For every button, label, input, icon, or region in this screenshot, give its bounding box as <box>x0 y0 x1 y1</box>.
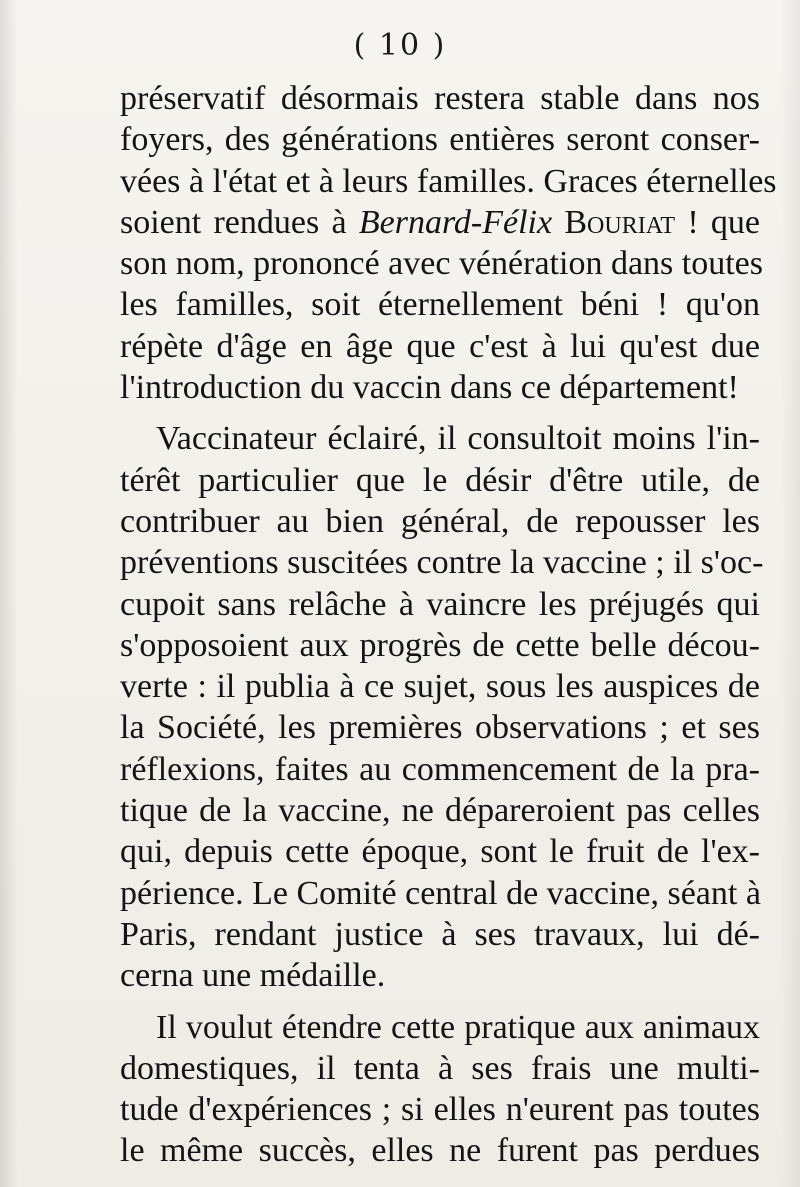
text-line: domestiques, il tenta à ses frais une multi- <box>120 1049 760 1087</box>
text-line: s'opposoient aux progrès de cette belle décou- <box>120 626 760 664</box>
paragraph-3 <box>120 1007 760 1172</box>
text-line: l'introduction du vaccin dans ce département! <box>120 369 739 407</box>
person-name-italic: Bernard-Félix <box>358 203 553 241</box>
text-line: qui, depuis cette époque, sont le fruit de l'ex- <box>120 833 760 871</box>
text-line: cerna une médaille. <box>120 957 386 995</box>
text-line: son nom, prononcé avec vénération dans toutes <box>120 245 763 283</box>
paragraph-1 <box>120 78 777 408</box>
text-line: contribuer au bien général, de repousser les <box>120 502 760 540</box>
text-line: Paris, rendant justice à ses travaux, lui dé- <box>120 915 760 953</box>
text-line: foyers, des générations entières seront conser- <box>120 121 760 159</box>
paragraph-2 <box>120 418 764 996</box>
text-line: Il voulut étendre cette pratique aux animaux <box>156 1008 760 1046</box>
text-line: tique de la vaccine, ne dépareroient pas celles <box>120 792 760 830</box>
text-line: vées à l'état et à leurs familles. Graces éternelles <box>120 162 777 200</box>
text-line: cupoit sans relâche à vaincre les préjugés qui <box>120 585 760 623</box>
text-line: périence. Le Comité central de vaccine, séant à <box>120 874 761 912</box>
line-text-start: soient rendues à <box>120 203 359 241</box>
person-surname: Bouriat <box>552 203 676 241</box>
text-line: le même succès, elles ne furent pas perdues <box>120 1132 760 1170</box>
text-line: Vaccinateur éclairé, il consultoit moins l'in- <box>156 420 760 458</box>
text-line: tude d'expériences ; si elles n'eurent pas toutes <box>120 1091 760 1129</box>
text-line: préventions suscitées contre la vaccine ; il s'oc- <box>120 544 764 582</box>
body-text <box>120 78 777 1172</box>
text-line: verte : il publia à ce sujet, sous les auspices de <box>120 668 760 706</box>
text-line: préservatif désormais restera stable dans nos <box>120 80 760 117</box>
text-line: térêt particulier que le désir d'être utile, de <box>120 461 760 499</box>
text-line-with-name <box>120 202 760 243</box>
text-line: la Société, les premières observations ; et ses <box>120 709 760 747</box>
line-text-end: ! que <box>675 203 760 241</box>
text-line: répète d'âge en âge que c'est à lui qu'est due <box>120 327 760 365</box>
text-line: réflexions, faites au commencement de la pra- <box>120 750 760 788</box>
text-line: les familles, soit éternellement béni ! qu'on <box>120 286 760 324</box>
page-number: ( 10 ) <box>353 28 447 63</box>
